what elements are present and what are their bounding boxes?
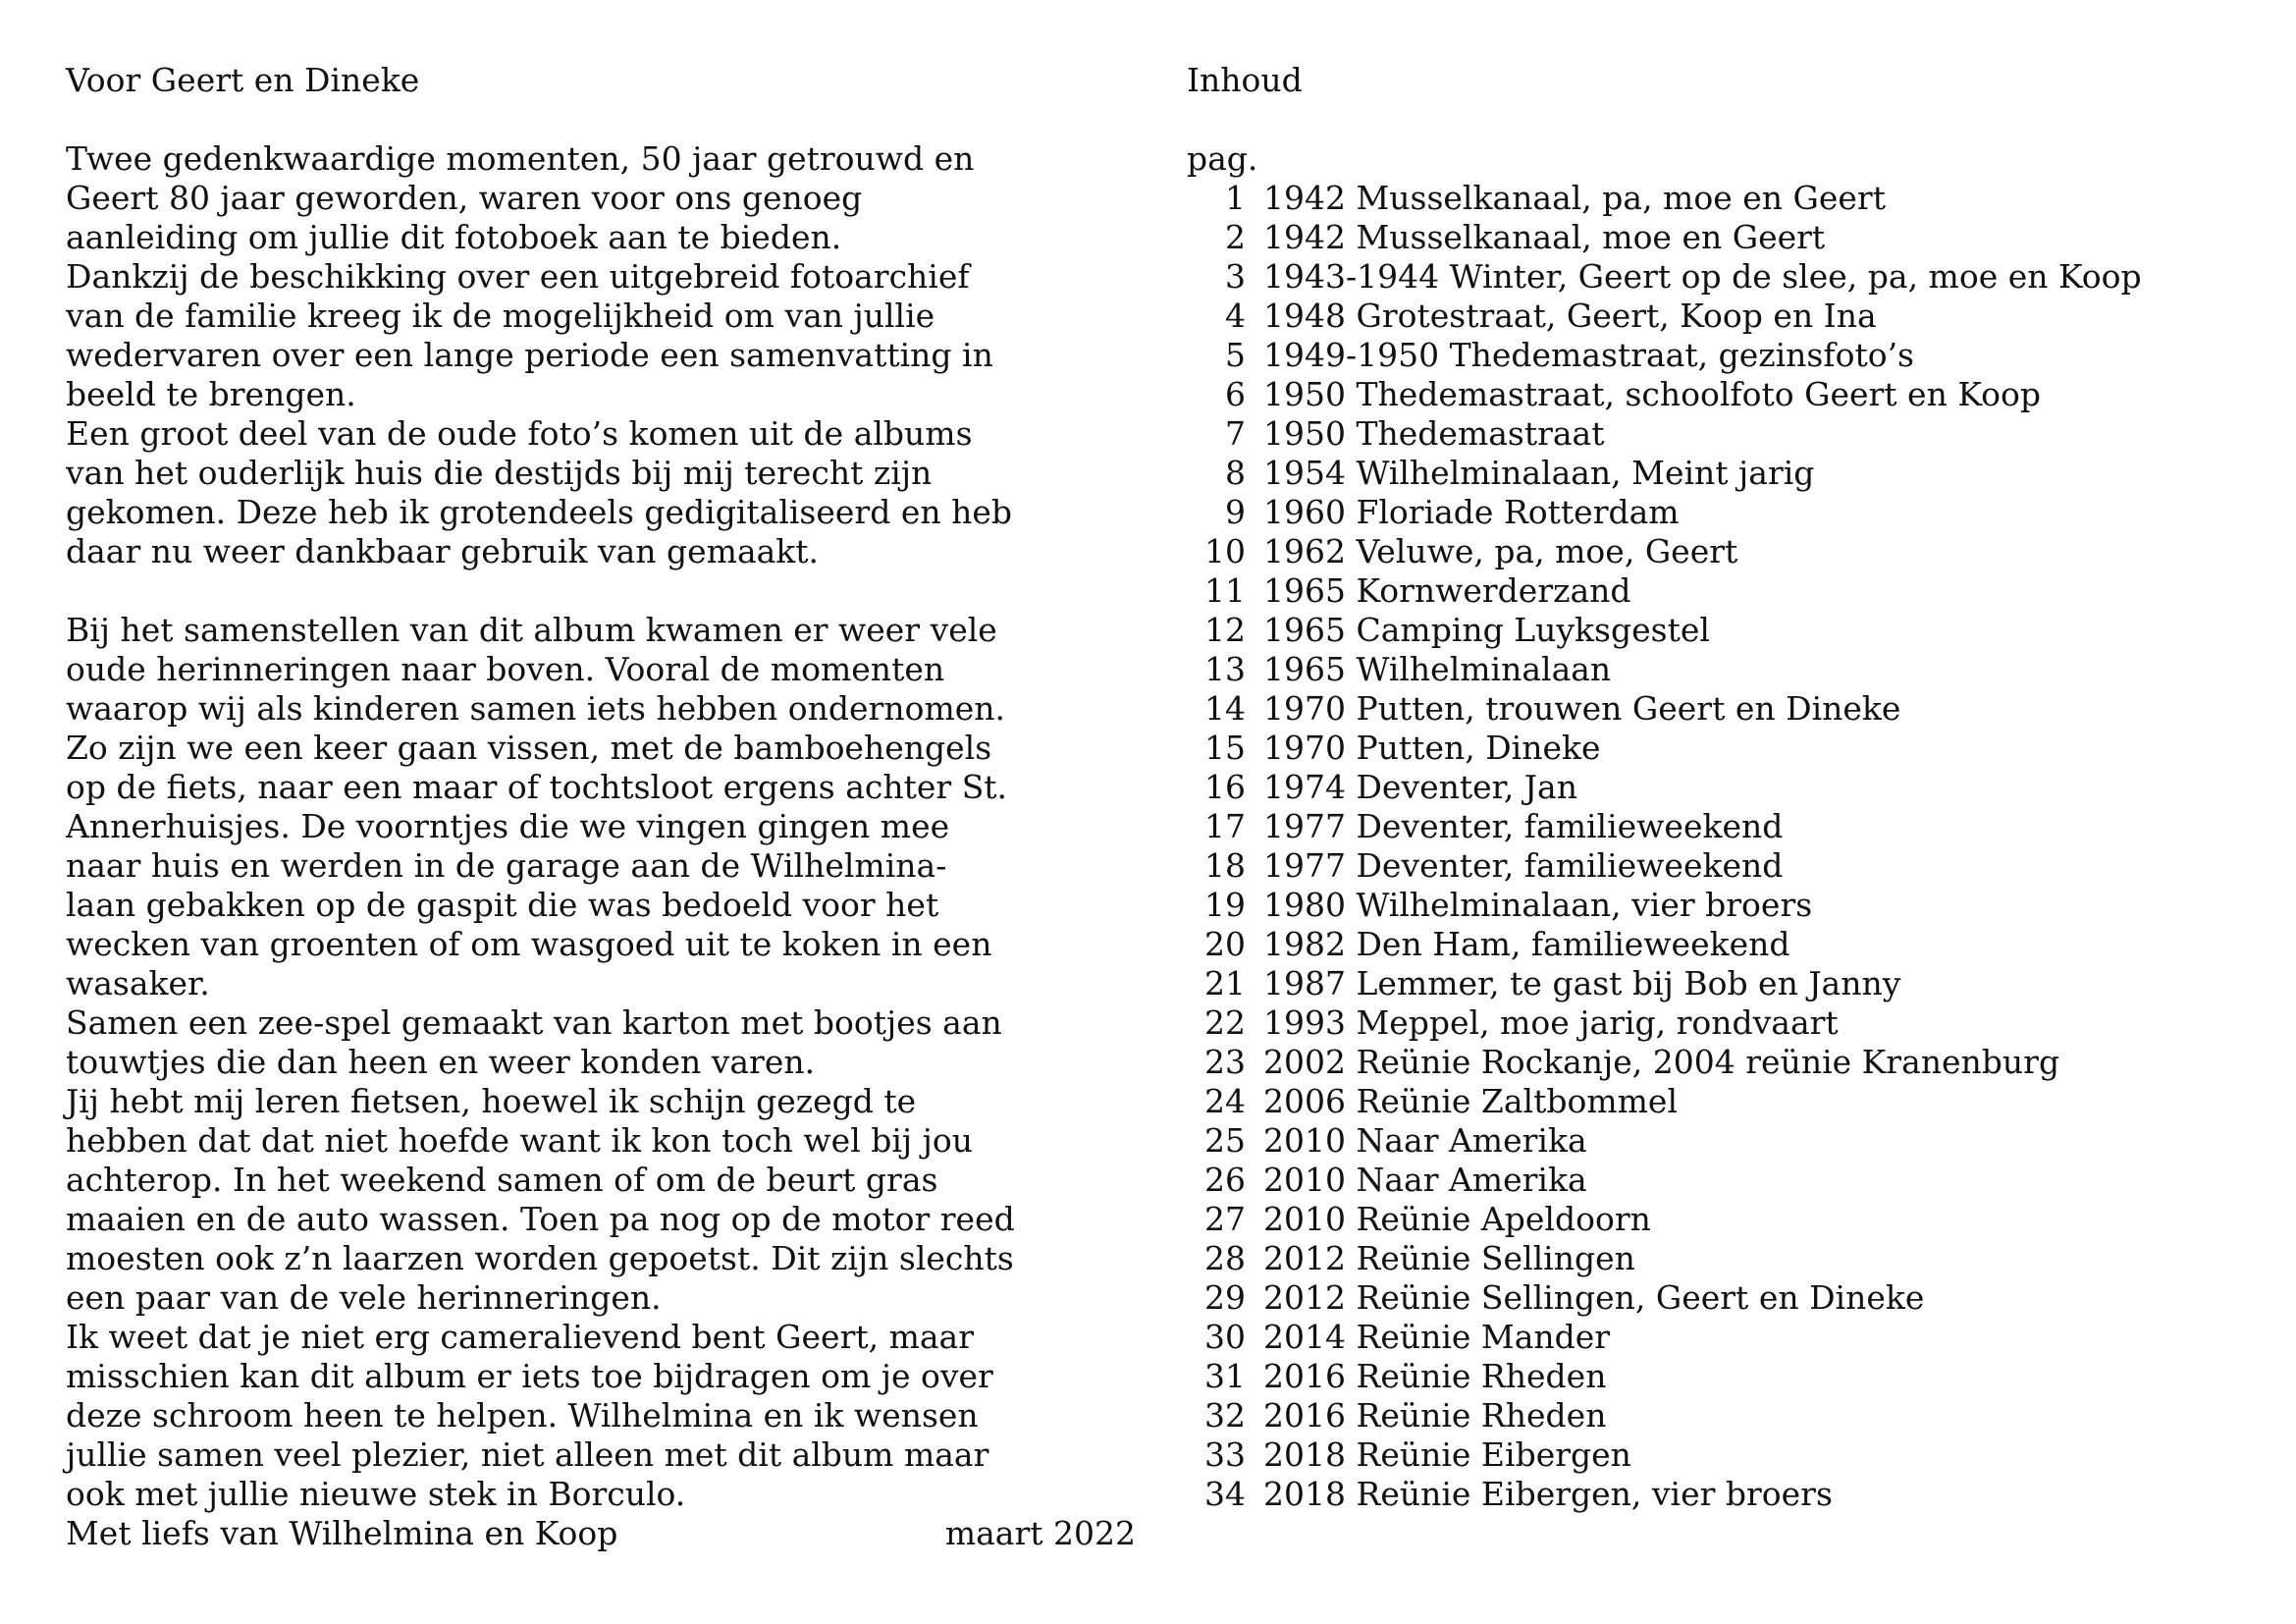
date: maart 2022 — [944, 1514, 1136, 1552]
entry-page-number: 18 — [1204, 846, 1246, 885]
entry-page-number: 2 — [1225, 218, 1246, 256]
contents-entry — [1187, 532, 2276, 571]
letter-line: een paar van de vele herinneringen. — [66, 1278, 662, 1317]
contents-entry — [1187, 729, 2276, 768]
contents-entry — [1187, 846, 2276, 886]
contents-entry — [1187, 1239, 2276, 1278]
signature-row — [66, 1514, 1136, 1553]
letter-line: Een groot deel van de oude foto’s komen uit de albums — [66, 414, 973, 453]
letter-line: Bij het samenstellen van dit album kwamen er weer vele — [66, 611, 997, 649]
letter-line: Geert 80 jaar geworden, waren voor ons genoeg — [66, 179, 863, 217]
entry-page-number: 1 — [1225, 179, 1246, 217]
entry-description: 1987 Lemmer, te gast bij Bob en Janny — [1263, 964, 1901, 1002]
entry-description: 1974 Deventer, Jan — [1263, 768, 1577, 806]
entry-description: 2018 Reünie Eibergen, vier broers — [1263, 1475, 1833, 1513]
letter-line: naar huis en werden in de garage aan de Wilhelmina- — [66, 846, 947, 885]
entry-page-number: 11 — [1204, 571, 1246, 610]
letter-line: oude herinneringen naar boven. Vooral de momenten — [66, 650, 945, 688]
contents-entry — [1187, 1475, 2276, 1514]
entry-page-number: 24 — [1204, 1082, 1246, 1120]
letter-line: ook met jullie nieuwe stek in Borculo. — [66, 1475, 686, 1513]
contents-entry — [1187, 1161, 2276, 1200]
entry-page-number: 4 — [1225, 297, 1246, 335]
entry-page-number: 34 — [1204, 1475, 1246, 1513]
letter-paragraph-2 — [66, 611, 1155, 1514]
contents-entry — [1187, 1357, 2276, 1396]
letter-line: hebben dat dat niet hoefde want ik kon toch wel bij jou — [66, 1121, 973, 1160]
letter-line: maaien en de auto wassen. Toen pa nog op de motor reed — [66, 1200, 1015, 1238]
letter-line: Ik weet dat je niet erg cameralievend bent Geert, maar — [66, 1318, 974, 1356]
entry-description: 1942 Musselkanaal, moe en Geert — [1263, 218, 1826, 256]
entry-page-number: 15 — [1204, 729, 1246, 767]
contents-entry — [1187, 1278, 2276, 1318]
dedication-column — [66, 61, 1155, 1553]
letter-line: wedervaren over een lange periode een samenvatting in — [66, 336, 993, 374]
entry-description: 2010 Naar Amerika — [1263, 1161, 1587, 1199]
contents-entry — [1187, 336, 2276, 375]
entry-page-number: 21 — [1204, 964, 1246, 1002]
letter-line: jullie samen veel plezier, niet alleen met dit album maar — [66, 1435, 989, 1474]
contents-entry — [1187, 611, 2276, 650]
entry-page-number: 23 — [1204, 1043, 1246, 1081]
entry-page-number: 13 — [1204, 650, 1246, 688]
signature: Met liefs van Wilhelmina en Koop — [66, 1514, 618, 1552]
dedication-title: Voor Geert en Dineke — [66, 61, 420, 99]
entry-description: 1965 Wilhelminalaan — [1263, 650, 1612, 688]
entry-description: 1965 Camping Luyksgestel — [1263, 611, 1710, 649]
entry-page-number: 5 — [1225, 336, 1246, 374]
letter-line: deze schroom heen te helpen. Wilhelmina en ik wensen — [66, 1396, 979, 1435]
contents-entry — [1187, 493, 2276, 532]
contents-entry — [1187, 454, 2276, 493]
contents-column — [1187, 61, 2276, 1514]
entry-description: 2012 Reünie Sellingen — [1263, 1239, 1635, 1277]
contents-entry — [1187, 218, 2276, 257]
contents-entry — [1187, 1318, 2276, 1357]
letter-line: beeld te brengen. — [66, 375, 356, 413]
contents-title: Inhoud — [1187, 61, 1303, 99]
letter-line: Samen een zee-spel gemaakt van karton met bootjes aan — [66, 1003, 1002, 1042]
letter-paragraph-1 — [66, 139, 1155, 571]
letter-line: Jij hebt mij leren fietsen, hoewel ik schijn gezegd te — [66, 1082, 917, 1120]
entry-page-number: 17 — [1204, 807, 1246, 845]
contents-entry — [1187, 571, 2276, 611]
contents-entry — [1187, 964, 2276, 1003]
entry-page-number: 12 — [1204, 611, 1246, 649]
contents-entry — [1187, 807, 2276, 846]
entry-description: 1949-1950 Thedemastraat, gezinsfoto’s — [1263, 336, 1914, 374]
contents-entry — [1187, 375, 2276, 414]
contents-entry — [1187, 1435, 2276, 1475]
entry-page-number: 16 — [1204, 768, 1246, 806]
letter-line: aanleiding om jullie dit fotoboek aan te bieden. — [66, 218, 842, 256]
entry-page-number: 32 — [1204, 1396, 1246, 1435]
letter-line: van de familie kreeg ik de mogelijkheid om van jullie — [66, 297, 935, 335]
contents-entry — [1187, 414, 2276, 454]
letter-line: Annerhuisjes. De voorntjes die we vingen gingen mee — [66, 807, 950, 845]
paragraph-spacer — [66, 571, 1155, 611]
entry-description: 2014 Reünie Mander — [1263, 1318, 1611, 1356]
contents-entry — [1187, 1121, 2276, 1161]
dedication-letter — [66, 139, 1155, 1553]
entry-description: 2012 Reünie Sellingen, Geert en Dineke — [1263, 1278, 1925, 1317]
entry-page-number: 25 — [1204, 1121, 1246, 1160]
contents-entry — [1187, 925, 2276, 964]
entry-description: 1962 Veluwe, pa, moe, Geert — [1263, 532, 1738, 570]
entry-page-number: 33 — [1204, 1435, 1246, 1474]
entry-page-number: 22 — [1204, 1003, 1246, 1042]
letter-line: op de fiets, naar een maar of tochtsloot ergens achter St. — [66, 768, 1008, 806]
entry-description: 1965 Kornwerderzand — [1263, 571, 1631, 610]
letter-line: wecken van groenten of om wasgoed uit te koken in een — [66, 925, 992, 963]
letter-line: moesten ook z’n laarzen worden gepoetst. Dit zijn slechts — [66, 1239, 1014, 1277]
entry-page-number: 29 — [1204, 1278, 1246, 1317]
contents-entry — [1187, 257, 2276, 297]
letter-line: van het ouderlijk huis die destijds bij mij terecht zijn — [66, 454, 933, 492]
letter-line: Dankzij de beschikking over een uitgebreid fotoarchief — [66, 257, 970, 296]
entry-page-number: 7 — [1225, 414, 1246, 453]
entry-description: 2002 Reünie Rockanje, 2004 reünie Kranenburg — [1263, 1043, 2060, 1081]
entry-description: 2010 Reünie Apeldoorn — [1263, 1200, 1651, 1238]
contents-entry — [1187, 689, 2276, 729]
letter-line: Zo zijn we een keer gaan vissen, met de bamboehengels — [66, 729, 992, 767]
contents-entry — [1187, 179, 2276, 218]
entry-description: 1993 Meppel, moe jarig, rondvaart — [1263, 1003, 1839, 1042]
contents-entry — [1187, 1043, 2276, 1082]
entry-page-number: 9 — [1225, 493, 1246, 531]
entry-description: 1977 Deventer, familieweekend — [1263, 807, 1784, 845]
entry-description: 2018 Reünie Eibergen — [1263, 1435, 1631, 1474]
entry-page-number: 28 — [1204, 1239, 1246, 1277]
entry-description: 1942 Musselkanaal, pa, moe en Geert — [1263, 179, 1886, 217]
letter-line: daar nu weer dankbaar gebruik van gemaakt. — [66, 532, 820, 570]
entry-description: 1970 Putten, trouwen Geert en Dineke — [1263, 689, 1901, 728]
contents-entry — [1187, 886, 2276, 925]
letter-line: waarop wij als kinderen samen iets hebben ondernomen. — [66, 689, 1006, 728]
entry-page-number: 6 — [1225, 375, 1246, 413]
contents-entry — [1187, 1200, 2276, 1239]
contents-entry — [1187, 297, 2276, 336]
entry-page-number: 31 — [1204, 1357, 1246, 1395]
entry-page-number: 27 — [1204, 1200, 1246, 1238]
entry-page-number: 10 — [1204, 532, 1246, 570]
contents-entry — [1187, 1082, 2276, 1121]
letter-line: Twee gedenkwaardige momenten, 50 jaar getrouwd en — [66, 139, 975, 178]
entry-page-number: 8 — [1225, 454, 1246, 492]
contents-entry — [1187, 650, 2276, 689]
entry-description: 1954 Wilhelminalaan, Meint jarig — [1263, 454, 1815, 492]
contents-entry — [1187, 1003, 2276, 1043]
contents-entry — [1187, 768, 2276, 807]
entry-description: 1977 Deventer, familieweekend — [1263, 846, 1784, 885]
contents-list — [1187, 179, 2276, 1514]
entry-description: 1970 Putten, Dineke — [1263, 729, 1601, 767]
entry-description: 1950 Thedemastraat — [1263, 414, 1605, 453]
entry-page-number: 19 — [1204, 886, 1246, 924]
entry-description: 1950 Thedemastraat, schoolfoto Geert en Koop — [1263, 375, 2041, 413]
entry-description: 1948 Grotestraat, Geert, Koop en Ina — [1263, 297, 1877, 335]
entry-page-number: 20 — [1204, 925, 1246, 963]
entry-description: 2016 Reünie Rheden — [1263, 1396, 1607, 1435]
entry-description: 1982 Den Ham, familieweekend — [1263, 925, 1790, 963]
letter-line: touwtjes die dan heen en weer konden varen. — [66, 1043, 816, 1081]
letter-line: achterop. In het weekend samen of om de beurt gras — [66, 1161, 938, 1199]
letter-line: misschien kan dit album er iets toe bijdragen om je over — [66, 1357, 993, 1395]
entry-page-number: 3 — [1225, 257, 1246, 296]
letter-line: wasaker. — [66, 964, 210, 1002]
page-column-label: pag. — [1187, 139, 1258, 178]
entry-description: 2006 Reünie Zaltbommel — [1263, 1082, 1679, 1120]
entry-page-number: 14 — [1204, 689, 1246, 728]
letter-line: gekomen. Deze heb ik grotendeels gedigitaliseerd en heb — [66, 493, 1012, 531]
entry-description: 1943-1944 Winter, Geert op de slee, pa, moe en Koop — [1263, 257, 2142, 296]
entry-description: 2010 Naar Amerika — [1263, 1121, 1587, 1160]
entry-description: 1960 Floriade Rotterdam — [1263, 493, 1680, 531]
contents-entry — [1187, 1396, 2276, 1435]
entry-page-number: 26 — [1204, 1161, 1246, 1199]
entry-page-number: 30 — [1204, 1318, 1246, 1356]
letter-line: laan gebakken op de gaspit die was bedoeld voor het — [66, 886, 939, 924]
entry-description: 1980 Wilhelminalaan, vier broers — [1263, 886, 1813, 924]
entry-description: 2016 Reünie Rheden — [1263, 1357, 1607, 1395]
